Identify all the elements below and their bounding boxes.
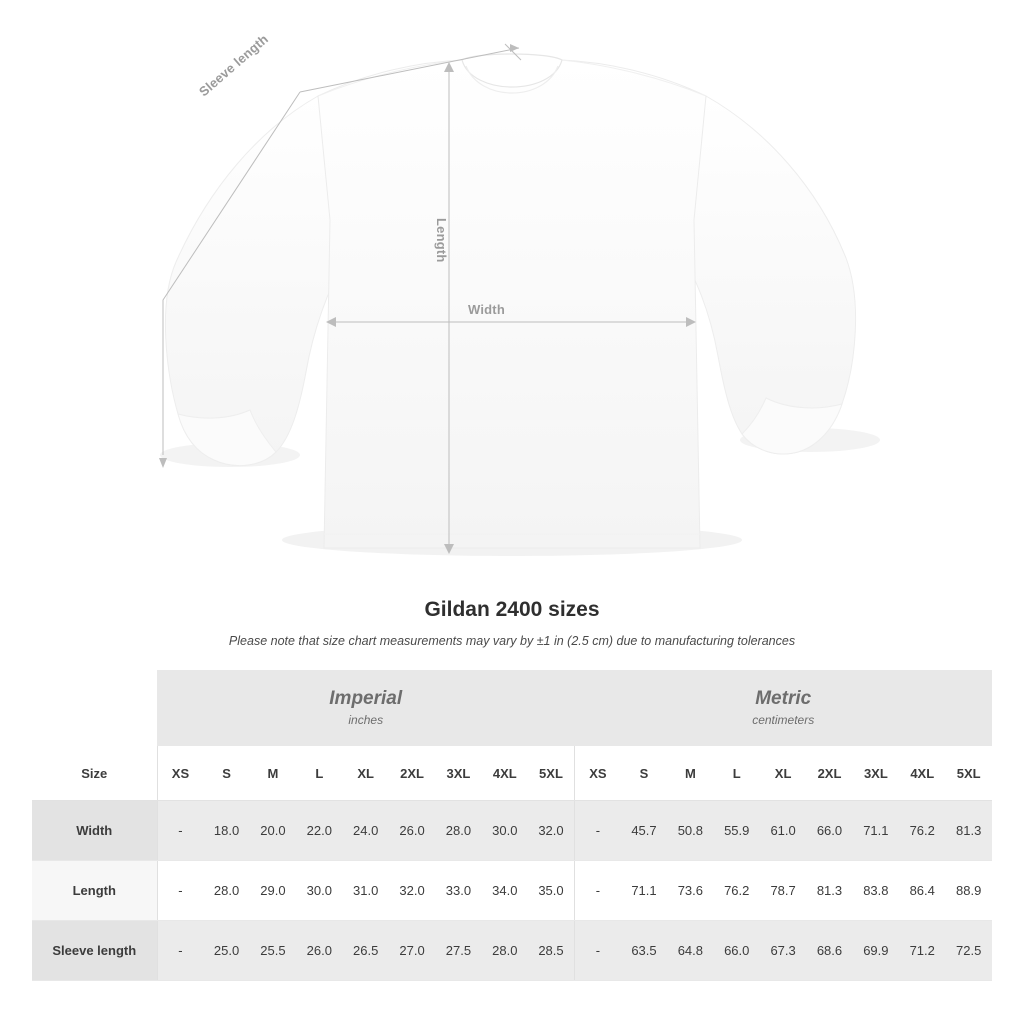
- cell-value: 68.6: [806, 921, 852, 981]
- cell-value: 66.0: [806, 801, 852, 861]
- cell-value: 71.2: [899, 921, 945, 981]
- page-title: Gildan 2400 sizes: [424, 598, 600, 621]
- cell-value: 71.1: [853, 801, 899, 861]
- column-header-xl-imperial: XL: [343, 746, 389, 801]
- cell-value: 83.8: [853, 861, 899, 921]
- column-header-l-imperial: L: [296, 746, 342, 801]
- column-header-5xl-metric: 5XL: [945, 746, 992, 801]
- table-corner-cell: [32, 670, 157, 746]
- width-label: Width: [468, 302, 505, 317]
- cell-value: 71.1: [621, 861, 667, 921]
- row-label-length: Length: [32, 861, 157, 921]
- column-header-s-imperial: S: [203, 746, 249, 801]
- cell-value: 72.5: [945, 921, 992, 981]
- cell-value: 28.0: [435, 801, 481, 861]
- column-header-xs-imperial: XS: [157, 746, 203, 801]
- cell-value: 63.5: [621, 921, 667, 981]
- cell-value: -: [574, 861, 620, 921]
- cell-value: 32.0: [528, 801, 574, 861]
- column-header-3xl-imperial: 3XL: [435, 746, 481, 801]
- cell-value: 30.0: [296, 861, 342, 921]
- cell-value: 76.2: [714, 861, 760, 921]
- cell-value: 20.0: [250, 801, 296, 861]
- column-header-xl-metric: XL: [760, 746, 806, 801]
- row-label-sleeve-length: Sleeve length: [32, 921, 157, 981]
- cell-value: -: [157, 921, 203, 981]
- cell-value: -: [574, 801, 620, 861]
- cell-value: 67.3: [760, 921, 806, 981]
- cell-value: 34.0: [482, 861, 528, 921]
- cell-value: 73.6: [667, 861, 713, 921]
- cell-value: 66.0: [714, 921, 760, 981]
- cell-value: -: [574, 921, 620, 981]
- column-header-4xl-imperial: 4XL: [482, 746, 528, 801]
- cell-value: 24.0: [343, 801, 389, 861]
- chart-heading: [0, 598, 1024, 648]
- cell-value: 88.9: [945, 861, 992, 921]
- table-row: [32, 801, 992, 861]
- column-header-2xl-metric: 2XL: [806, 746, 852, 801]
- cell-value: 86.4: [899, 861, 945, 921]
- cell-value: 45.7: [621, 801, 667, 861]
- unit-group-imperial: [157, 670, 574, 746]
- cell-value: 81.3: [945, 801, 992, 861]
- cell-value: 33.0: [435, 861, 481, 921]
- cell-value: 69.9: [853, 921, 899, 981]
- cell-value: 26.0: [389, 801, 435, 861]
- cell-value: 22.0: [296, 801, 342, 861]
- cell-value: 30.0: [482, 801, 528, 861]
- column-header-xs-metric: XS: [574, 746, 620, 801]
- column-header-3xl-metric: 3XL: [853, 746, 899, 801]
- column-header-s-metric: S: [621, 746, 667, 801]
- cell-value: 32.0: [389, 861, 435, 921]
- cell-value: 29.0: [250, 861, 296, 921]
- cell-value: 18.0: [203, 801, 249, 861]
- unit-group-name: Imperial: [329, 687, 403, 709]
- cell-value: 28.0: [203, 861, 249, 921]
- cell-value: 27.0: [389, 921, 435, 981]
- cell-value: 26.0: [296, 921, 342, 981]
- column-header-5xl-imperial: 5XL: [528, 746, 574, 801]
- row-label-width: Width: [32, 801, 157, 861]
- cell-value: 25.5: [250, 921, 296, 981]
- column-header-l-metric: L: [714, 746, 760, 801]
- length-label: Length: [434, 218, 449, 263]
- cell-value: 35.0: [528, 861, 574, 921]
- cell-value: 28.0: [482, 921, 528, 981]
- column-header-m-imperial: M: [250, 746, 296, 801]
- cell-value: 26.5: [343, 921, 389, 981]
- column-header-2xl-imperial: 2XL: [389, 746, 435, 801]
- size-header-row: [32, 746, 992, 801]
- size-table: [32, 670, 992, 981]
- table-row: [32, 921, 992, 981]
- cell-value: 81.3: [806, 861, 852, 921]
- size-table-wrapper: [32, 670, 992, 981]
- cell-value: 55.9: [714, 801, 760, 861]
- cell-value: 76.2: [899, 801, 945, 861]
- cell-value: -: [157, 801, 203, 861]
- unit-group-metric: [574, 670, 992, 746]
- unit-group-subtitle: inches: [348, 713, 384, 728]
- table-row: [32, 861, 992, 921]
- unit-group-subtitle: centimeters: [752, 713, 815, 728]
- tolerance-note: Please note that size chart measurements may vary by ±1 in (2.5 cm) due to manufacturing tolerances: [228, 634, 796, 648]
- column-header-4xl-metric: 4XL: [899, 746, 945, 801]
- cell-value: 50.8: [667, 801, 713, 861]
- unit-group-name: Metric: [755, 687, 812, 709]
- cell-value: -: [157, 861, 203, 921]
- column-header-m-metric: M: [667, 746, 713, 801]
- cell-value: 31.0: [343, 861, 389, 921]
- cell-value: 78.7: [760, 861, 806, 921]
- cell-value: 61.0: [760, 801, 806, 861]
- sleeve-length-label: Sleeve length: [196, 31, 272, 100]
- unit-group-header-row: [32, 670, 992, 746]
- size-header-label: Size: [32, 746, 157, 801]
- cell-value: 27.5: [435, 921, 481, 981]
- cell-value: 25.0: [203, 921, 249, 981]
- cell-value: 64.8: [667, 921, 713, 981]
- cell-value: 28.5: [528, 921, 574, 981]
